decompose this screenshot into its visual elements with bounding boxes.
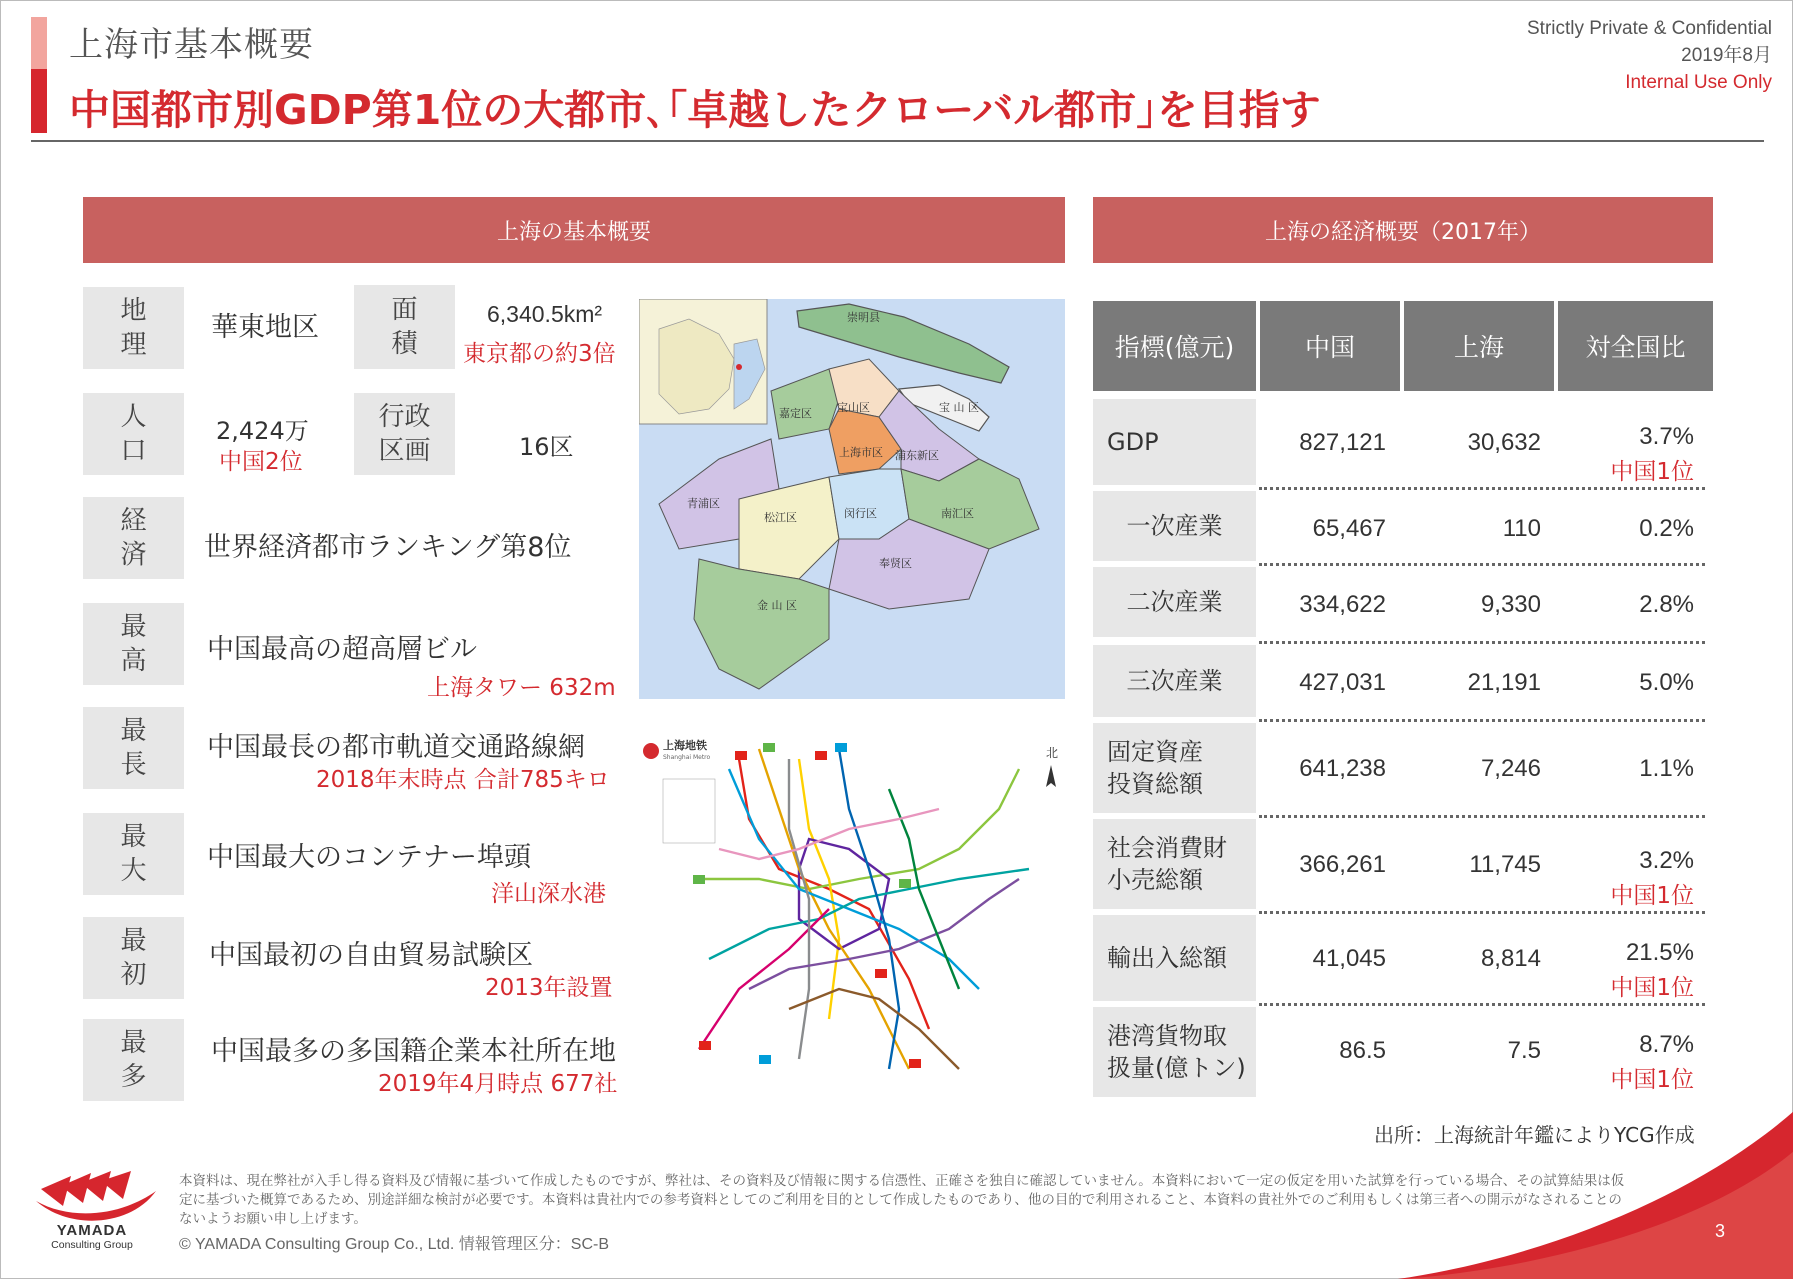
col-header-shanghai: 上海 <box>1404 301 1554 391</box>
cell-port-china: 86.5 <box>1339 1037 1386 1064</box>
cell-primary-ratio: 0.2% <box>1639 515 1694 542</box>
first-label: 最 初 <box>83 917 184 999</box>
admin-value: 16区 <box>519 433 574 461</box>
first-sub: 2013年設置 <box>485 975 613 1001</box>
section-title: 上海市基本概要 <box>69 25 314 65</box>
row-divider <box>1259 641 1705 644</box>
title-accent-bottom <box>31 69 47 133</box>
cell-retail-ratio: 3.2% <box>1639 847 1694 874</box>
highest-value: 中国最高の超高層ビル <box>207 634 477 665</box>
header-divider <box>31 140 1764 142</box>
metro-title: 上海地铁 <box>663 739 707 752</box>
cell-gdp-rank: 中国1位 <box>1610 459 1694 485</box>
area-label: 面 積 <box>354 285 455 369</box>
north-arrow-icon <box>1046 765 1056 787</box>
row-label-fixed-assets: 固定資産 投資総額 <box>1093 723 1256 813</box>
title-accent-top <box>31 17 47 69</box>
cell-gdp-shanghai: 30,632 <box>1467 429 1541 456</box>
cell-trade-china: 41,045 <box>1312 945 1386 972</box>
row-label-secondary: 二次産業 <box>1093 567 1256 637</box>
map-label-jiading: 嘉定区 <box>779 407 812 420</box>
largest-label: 最 大 <box>83 813 184 895</box>
row-label-tertiary: 三次産業 <box>1093 645 1256 717</box>
row-divider <box>1259 563 1705 566</box>
map-label-minhang: 闵行区 <box>844 507 877 520</box>
map-label-pudong: 浦东新区 <box>895 449 939 462</box>
cell-tertiary-china: 427,031 <box>1299 669 1386 696</box>
shanghai-metro-map <box>639 729 1076 1097</box>
internal-use-label: Internal Use Only <box>1625 72 1772 93</box>
map-label-baoshan-island: 宝 山 区 <box>939 401 979 414</box>
right-panel-title: 上海の経済概要（2017年） <box>1093 197 1713 263</box>
cell-retail-rank: 中国1位 <box>1610 883 1694 909</box>
cell-tertiary-ratio: 5.0% <box>1639 669 1694 696</box>
cell-gdp-china: 827,121 <box>1299 429 1386 456</box>
map-label-city: 上海市区 <box>839 446 883 459</box>
shanghai-district-map <box>639 299 1065 699</box>
row-divider <box>1259 815 1705 818</box>
cell-secondary-shanghai: 9,330 <box>1480 591 1541 618</box>
area-value: 6,340.5km² <box>487 301 603 327</box>
cell-trade-shanghai: 8,814 <box>1480 945 1541 972</box>
row-divider <box>1259 487 1705 490</box>
col-header-china: 中国 <box>1260 301 1400 391</box>
cell-primary-china: 65,467 <box>1312 515 1386 542</box>
copyright: © YAMADA Consulting Group Co., Ltd. 情報管理区分：SC-B <box>179 1236 610 1253</box>
cell-secondary-ratio: 2.8% <box>1639 591 1694 618</box>
page-number: 3 <box>1715 1221 1726 1241</box>
row-label-port: 港湾貨物取 扱量(億トン) <box>1093 1007 1256 1097</box>
area-sub: 東京都の約3倍 <box>463 341 616 367</box>
row-divider <box>1259 1003 1705 1006</box>
cell-fixed-assets-china: 641,238 <box>1299 755 1386 782</box>
most-value: 中国最多の多国籍企業本社所在地 <box>211 1036 616 1067</box>
cell-primary-shanghai: 110 <box>1502 515 1541 542</box>
largest-sub: 洋山深水港 <box>491 881 606 907</box>
economy-label: 経 済 <box>83 497 184 579</box>
main-title: 中国都市別GDP第1位の大都市､｢卓越したクローバル都市｣を目指す <box>69 86 1321 134</box>
most-label: 最 多 <box>83 1019 184 1101</box>
longest-value: 中国最長の都市軌道交通路線網 <box>207 732 585 763</box>
cell-gdp-ratio: 3.7% <box>1639 423 1694 450</box>
metro-subtitle: Shanghai Metro <box>663 754 711 761</box>
cell-port-shanghai: 7.5 <box>1507 1037 1541 1064</box>
population-sub: 中国2位 <box>219 449 303 475</box>
population-label: 人 口 <box>83 393 184 475</box>
cell-port-rank: 中国1位 <box>1610 1067 1694 1093</box>
row-label-retail: 社会消費財 小売総額 <box>1093 819 1256 909</box>
source-note: 出所：上海統計年鑑によりYCG作成 <box>1374 1123 1695 1147</box>
col-header-indicator: 指標(億元) <box>1093 301 1256 391</box>
cell-port-ratio: 8.7% <box>1639 1031 1694 1058</box>
row-label-gdp: GDP <box>1093 399 1256 485</box>
first-value: 中国最初の自由貿易試験区 <box>209 940 533 971</box>
document-date: 2019年8月 <box>1681 45 1772 66</box>
cell-trade-ratio: 21.5% <box>1625 939 1694 966</box>
map-label-fengxian: 奉贤区 <box>879 557 912 570</box>
population-value: 2,424万 <box>216 417 309 445</box>
most-sub: 2019年4月時点 677社 <box>378 1071 618 1097</box>
north-indicator: 北 <box>1046 746 1059 760</box>
map-label-baoshan: 宝山区 <box>837 401 870 414</box>
geo-value: 華東地区 <box>211 312 319 343</box>
highest-sub: 上海タワー 632m <box>427 675 616 701</box>
cell-retail-china: 366,261 <box>1299 851 1386 878</box>
cell-fixed-assets-ratio: 1.1% <box>1639 755 1694 782</box>
logo-name: YAMADA <box>56 1222 128 1239</box>
longest-label: 最 長 <box>83 707 184 789</box>
cell-retail-shanghai: 11,745 <box>1469 851 1541 878</box>
map-label-songjiang: 松江区 <box>764 511 797 524</box>
cell-fixed-assets-shanghai: 7,246 <box>1480 755 1541 782</box>
map-label-nanhui: 南汇区 <box>941 507 974 520</box>
highest-label: 最 高 <box>83 603 184 685</box>
row-label-trade: 輸出入総額 <box>1093 915 1256 1001</box>
largest-value: 中国最大のコンテナー埠頭 <box>207 842 531 873</box>
row-divider <box>1259 911 1705 914</box>
row-label-primary: 一次産業 <box>1093 491 1256 561</box>
disclaimer-note: 本資料は、現在弊社が入手し得る資料及び情報に基づいて作成したものですが、弊社は、その資料及び情報に関する信憑性、正確さを独自に確認していません。本資料において一定の仮定を用いた試算を行っている場合、その試算結果は仮定に基づいた概算であるため、別途詳細な検討が必要です。本資料は貴社内での参考資料としてのご利用を目的として作成したものであり、他の目的で利用されること、本資料の貴社外でのご利用もしくは第三者への開示がなされることのないようお願い申し上げます。 <box>179 1173 1625 1227</box>
map-label-qingpu: 青浦区 <box>687 497 720 510</box>
longest-sub: 2018年末時点 合計785キロ <box>316 767 610 793</box>
admin-label: 行政 区画 <box>354 393 455 475</box>
row-divider <box>1259 719 1705 722</box>
confidentiality-block <box>1527 15 1772 96</box>
col-header-ratio: 対全国比 <box>1558 301 1713 391</box>
map-label-chongming: 崇明县 <box>847 311 880 324</box>
cell-tertiary-shanghai: 21,191 <box>1467 669 1541 696</box>
cell-trade-rank: 中国1位 <box>1610 975 1694 1001</box>
cell-secondary-china: 334,622 <box>1299 591 1386 618</box>
logo-subtitle: Consulting Group <box>51 1239 133 1251</box>
economy-value: 世界経済都市ランキング第8位 <box>204 532 572 563</box>
left-panel-title: 上海の基本概要 <box>83 197 1065 263</box>
confidential-label: Strictly Private & Confidential <box>1527 18 1772 39</box>
map-label-jinshan: 金 山 区 <box>757 599 797 612</box>
geo-label: 地 理 <box>83 287 184 369</box>
